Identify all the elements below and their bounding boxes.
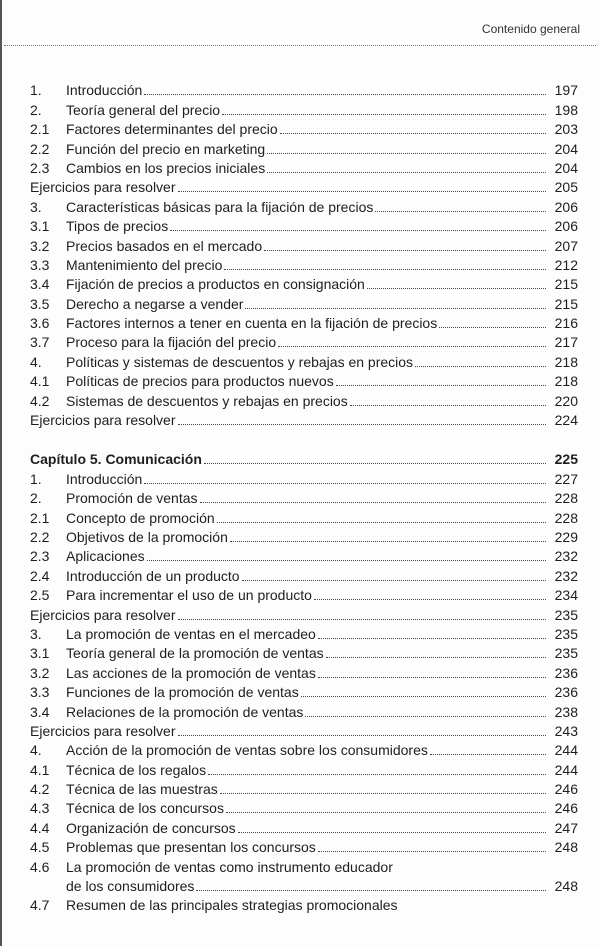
entry-number: 4.3: [30, 800, 50, 817]
toc-entry: [30, 119, 578, 138]
dot-leader: [217, 522, 546, 523]
entry-title: Ejercicios para resolver: [30, 412, 176, 429]
toc-entry: [30, 80, 578, 99]
entry-title: Teoría general de la promoción de ventas: [66, 645, 324, 662]
dot-leader: [375, 211, 546, 212]
toc-entry: [30, 817, 578, 836]
chapter-heading: [30, 449, 578, 468]
entry-number: 4.2: [30, 781, 50, 798]
entry-page: 247: [554, 819, 578, 836]
toc-entry: [30, 721, 578, 740]
section-gap: [30, 429, 578, 449]
entry-page: 236: [554, 664, 578, 681]
dot-leader: [226, 812, 546, 813]
entry-page: 212: [554, 256, 578, 273]
toc-entry: [30, 546, 578, 565]
dot-leader: [242, 580, 546, 581]
entry-number: 3.: [30, 198, 42, 215]
toc-entry: [30, 351, 578, 370]
entry-title: Ejercicios para resolver: [30, 179, 176, 196]
entry-page: 227: [554, 470, 578, 487]
dot-leader: [350, 405, 546, 406]
entry-title: Ejercicios para resolver: [30, 606, 176, 623]
entry-number: 4.7: [30, 897, 50, 914]
toc-entry: [30, 856, 578, 875]
dot-leader: [144, 94, 546, 95]
entry-number: 4.6: [30, 858, 50, 875]
dot-leader: [208, 774, 546, 775]
dot-leader: [439, 327, 546, 328]
entry-title: Problemas que presentan los concursos: [66, 839, 316, 856]
entry-number: 2.5: [30, 587, 50, 604]
toc-entry: [30, 565, 578, 584]
dot-leader: [245, 308, 546, 309]
dot-leader: [238, 832, 546, 833]
dot-leader: [170, 230, 546, 231]
entry-number: 2.3: [30, 159, 50, 176]
entry-title: Organización de concursos: [66, 819, 236, 836]
toc-entry: [30, 293, 578, 312]
entry-number: 3.4: [30, 276, 50, 293]
scan-edge: [0, 0, 2, 946]
entry-page: 228: [554, 509, 578, 526]
entry-title: Promoción de ventas: [66, 490, 198, 507]
toc-entry: [30, 177, 578, 196]
dot-leader: [147, 560, 546, 561]
entry-page: 246: [554, 800, 578, 817]
entry-page: 225: [554, 451, 578, 468]
entry-title: Sistemas de descuentos y rebajas en precios: [66, 392, 348, 409]
entry-title: Capítulo 5. Comunicación: [30, 451, 202, 468]
entry-title: Tipos de precios: [66, 218, 169, 235]
entry-number: 3.1: [30, 645, 50, 662]
entry-title: Aplicaciones: [66, 548, 145, 565]
dot-leader: [318, 638, 546, 639]
entry-title: Mantenimiento del precio: [66, 256, 223, 273]
entry-page: 198: [554, 101, 578, 118]
entry-title-continued: de los consumidores: [66, 878, 195, 895]
entry-page: 248: [554, 878, 578, 895]
toc-entry: [30, 895, 578, 914]
entry-page: 236: [554, 684, 578, 701]
entry-number: 3.1: [30, 218, 50, 235]
entry-title: Técnica de las muestras: [66, 781, 218, 798]
entry-page: 238: [554, 703, 578, 720]
entry-title: Proceso para la fijación del precio: [66, 334, 277, 351]
toc-entry: [30, 682, 578, 701]
entry-number: 3.5: [30, 295, 50, 312]
dot-leader: [267, 172, 546, 173]
entry-number: 3.7: [30, 334, 50, 351]
entry-number: 1.: [30, 82, 42, 99]
entry-title: Relaciones de la promoción de ventas: [66, 703, 304, 720]
entry-page: 232: [554, 548, 578, 565]
dot-leader: [196, 890, 546, 891]
entry-title: Función del precio en marketing: [66, 140, 266, 157]
toc-entry: [30, 235, 578, 254]
entry-number: 2.3: [30, 548, 50, 565]
entry-page: 244: [554, 742, 578, 759]
dot-leader: [178, 619, 547, 620]
entry-page: 228: [554, 490, 578, 507]
entry-number: 3.3: [30, 256, 50, 273]
entry-page: 203: [554, 121, 578, 138]
toc-entry: [30, 701, 578, 720]
entry-number: 4.4: [30, 819, 50, 836]
entry-page: 234: [554, 587, 578, 604]
entry-title: Introducción: [66, 82, 143, 99]
dot-leader: [305, 716, 546, 717]
toc-entry: [30, 313, 578, 332]
entry-page: 215: [554, 295, 578, 312]
toc-entry: [30, 255, 578, 274]
toc-entry: [30, 138, 578, 157]
dot-leader: [367, 288, 546, 289]
entry-title: Ejercicios para resolver: [30, 722, 176, 739]
entry-title: Introducción: [66, 470, 143, 487]
toc-entry: [30, 643, 578, 662]
toc-entry: [30, 662, 578, 681]
toc-entry: [30, 390, 578, 409]
entry-page: 220: [554, 392, 578, 409]
entry-number: 4.: [30, 353, 42, 370]
entry-page: 246: [554, 781, 578, 798]
entry-number: 4.1: [30, 761, 50, 778]
entry-page: 206: [554, 198, 578, 215]
entry-title: Técnica de los concursos: [66, 800, 224, 817]
dot-leader: [314, 599, 546, 600]
dot-leader: [264, 250, 546, 251]
entry-number: 3.6: [30, 315, 50, 332]
dot-leader: [178, 735, 547, 736]
toc-entry: [30, 332, 578, 351]
entry-title: Factores determinantes del precio: [66, 121, 278, 138]
entry-number: 4.: [30, 742, 42, 759]
entry-page: 235: [554, 606, 578, 623]
entry-title: Para incrementar el uso de un producto: [66, 587, 312, 604]
dot-leader: [222, 114, 546, 115]
entry-title: Cambios en los precios iniciales: [66, 159, 266, 176]
entry-page: 243: [554, 722, 578, 739]
dot-leader: [430, 754, 546, 755]
dot-leader: [280, 133, 546, 134]
dot-leader: [301, 696, 546, 697]
entry-page: 218: [554, 353, 578, 370]
table-of-contents: [30, 80, 578, 914]
entry-page: 224: [554, 412, 578, 429]
toc-entry: [30, 779, 578, 798]
toc-entry: [30, 488, 578, 507]
entry-number: 3.2: [30, 664, 50, 681]
entry-number: 2.: [30, 101, 42, 118]
entry-number: 4.5: [30, 839, 50, 856]
entry-number: 2.: [30, 490, 42, 507]
entry-page: 235: [554, 625, 578, 642]
entry-page: 205: [554, 179, 578, 196]
dot-leader: [178, 191, 547, 192]
running-header: Contenido general: [481, 22, 580, 36]
entry-title: Las acciones de la promoción de ventas: [66, 664, 316, 681]
toc-entry: [30, 196, 578, 215]
entry-page: 229: [554, 528, 578, 545]
toc-entry: [30, 371, 578, 390]
entry-title: Derecho a negarse a vender: [66, 295, 244, 312]
toc-entry: [30, 274, 578, 293]
entry-title: Teoría general del precio: [66, 101, 221, 118]
toc-entry: [30, 837, 578, 856]
toc-entry: [30, 585, 578, 604]
entry-number: 3.4: [30, 703, 50, 720]
entry-page: 197: [554, 82, 578, 99]
entry-title: Acción de la promoción de ventas sobre los consumidores: [66, 742, 428, 759]
entry-page: 217: [554, 334, 578, 351]
entry-title: Concepto de promoción: [66, 509, 215, 526]
entry-title: Fijación de precios a productos en consignación: [66, 276, 365, 293]
entry-number: 2.1: [30, 121, 50, 138]
toc-entry: [30, 158, 578, 177]
entry-title: Precios basados en el mercado: [66, 237, 263, 254]
entry-title: La promoción de ventas en el mercadeo: [66, 625, 316, 642]
entry-number: 2.2: [30, 528, 50, 545]
entry-number: 3.: [30, 625, 42, 642]
entry-page: 204: [554, 159, 578, 176]
entry-number: 4.1: [30, 373, 50, 390]
entry-page: 216: [554, 315, 578, 332]
entry-page: 206: [554, 218, 578, 235]
entry-number: 2.1: [30, 509, 50, 526]
toc-entry: [30, 468, 578, 487]
toc-entry: [30, 624, 578, 643]
entry-number: 3.2: [30, 237, 50, 254]
entry-title: Factores internos a tener en cuenta en la fijación de precios: [66, 315, 438, 332]
dot-leader: [336, 385, 546, 386]
entry-page: 248: [554, 839, 578, 856]
entry-page: 232: [554, 567, 578, 584]
entry-page: 244: [554, 761, 578, 778]
entry-title: Políticas de precios para productos nuevos: [66, 373, 334, 390]
dot-leader: [326, 657, 546, 658]
toc-entry: [30, 507, 578, 526]
entry-title: Funciones de la promoción de ventas: [66, 684, 299, 701]
dot-leader: [204, 463, 546, 464]
toc-entry-continuation: [30, 876, 578, 895]
entry-number: 3.3: [30, 684, 50, 701]
toc-entry: [30, 99, 578, 118]
toc-entry: [30, 604, 578, 623]
toc-entry: [30, 798, 578, 817]
entry-page: 207: [554, 237, 578, 254]
dot-leader: [178, 424, 547, 425]
dot-leader: [220, 793, 546, 794]
entry-number: 1.: [30, 470, 42, 487]
entry-title: La promoción de ventas como instrumento educador: [66, 858, 393, 875]
dot-leader: [415, 366, 546, 367]
dot-leader: [318, 851, 546, 852]
toc-entry: [30, 759, 578, 778]
toc-entry: [30, 216, 578, 235]
entry-number: 2.4: [30, 567, 50, 584]
entry-page: 215: [554, 276, 578, 293]
entry-page: 204: [554, 140, 578, 157]
header-rule: [4, 45, 596, 46]
dot-leader: [230, 541, 546, 542]
entry-title: Resumen de las principales strategias promocionales: [66, 897, 398, 914]
entry-title: Introducción de un producto: [66, 567, 240, 584]
entry-page: 235: [554, 645, 578, 662]
dot-leader: [278, 346, 546, 347]
entry-title: Objetivos de la promoción: [66, 528, 228, 545]
entry-title: Características básicas para la fijación de precios: [66, 198, 374, 215]
entry-number: 4.2: [30, 392, 50, 409]
dot-leader: [200, 502, 546, 503]
entry-title: Técnica de los regalos: [66, 761, 207, 778]
dot-leader: [144, 483, 546, 484]
toc-entry: [30, 410, 578, 429]
entry-page: 218: [554, 373, 578, 390]
dot-leader: [224, 269, 546, 270]
toc-entry: [30, 740, 578, 759]
entry-title: Políticas y sistemas de descuentos y rebajas en precios: [66, 353, 414, 370]
toc-entry: [30, 527, 578, 546]
entry-number: 2.2: [30, 140, 50, 157]
dot-leader: [267, 153, 546, 154]
dot-leader: [318, 677, 546, 678]
